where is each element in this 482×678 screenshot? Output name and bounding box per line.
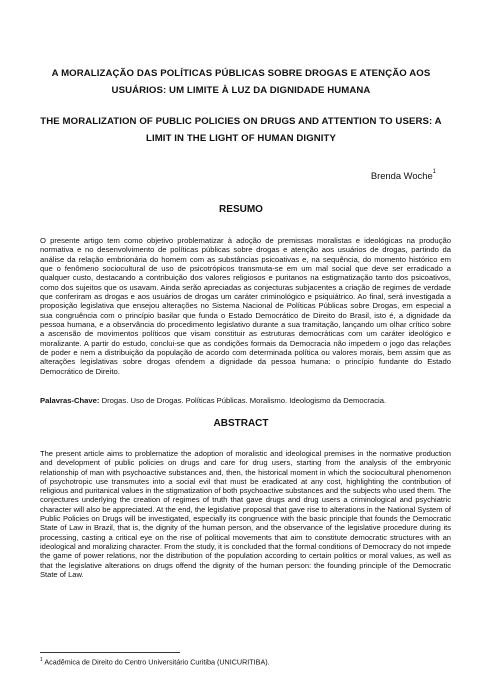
keywords-label: Palavras-Chave: (40, 396, 100, 405)
keywords-text: Drogas. Uso de Drogas. Políticas Públicas. Moralismo. Ideologismo da Democracia. (99, 396, 387, 405)
title-english: THE MORALIZATION OF PUBLIC POLICIES ON DRUGS AND ATTENTION TO USERS: A LIMIT IN THE LIGHT OF HUMAN DIGNITY (40, 116, 442, 144)
footnote-text: Acadêmica de Direito do Centro Universitário Curitiba (UNICURITIBA). (42, 657, 270, 667)
resumo-heading: RESUMO (219, 204, 263, 215)
footnote-separator (40, 652, 180, 653)
abstract-paragraph: The present article aims to problematize the adoption of moralistic and ideological premises in the normative production and development of public policies on drugs and care for drug users, starting from the analysis of the embryonic relationship of man with psychoactive substances and, then, the historical moment in which the sociocultural phenomenon of psychotropic use transmutes into a social evil that must be eradicated at any cost, highlighting the contribution of religious and puritanical values in the stigmatization of both psychoactive substances and the subjects who used them. The conjectures underlying the creation of regimes of truth that gave drugs and drug users a criminological and psychiatric character will also be appreciated. At the end, the legislative proposal that gave rise to alterations in the National System of Public Policies on Drugs will be investigated, especially its congruence with the basic principle that founds the Democratic State of Law in Brazil, that is, the dignity of the human person, and the observance of the legislative procedure during its processing, casting a critical eye on the rise of political movements that aim to constitute democratic structures with an ideological and moralizing character. From the study, it is concluded that the formal conditions of Democracy do not impede the game of power relations, nor the distribution of the population according to certain politics or moral values, as well as that the legislative alterations on drugs offend the dignity of the human person: the founding principle of the Democratic State of Law. (40, 449, 451, 579)
abstract-heading: ABSTRACT (213, 418, 269, 429)
footnote-mark: 1 (40, 657, 43, 663)
author-line (371, 170, 436, 181)
author-name: Brenda Woche (370, 170, 433, 181)
resumo-paragraph: O presente artigo tem como objetivo problematizar à adoção de premissas moralistas e ideológicas na produção normativa e no desenvolvimento de políticas públicas sobre drogas e atenção aos usuários de drogas, partindo da análise da relação embrionária do homem com as substâncias psicoativas e, na sequência, do momento histórico em que o fenômeno sociocultural de uso de psicotrópicos transmuta-se em um mal social que deve ser erradicado a qualquer custo, destacando a contribuição dos valores religiosos e puritanos na estigmatização tanto dos psicoativos, como dos sujeitos que os usavam. Ainda serão apreciadas as conjecturas subjacentes a criação de regimes de verdade que conferiram as drogas e aos usuários de drogas um caráter criminológico e psiquiátrico. Ao final, será investigada a proposição legislativa que ensejou alterações no Sistema Nacional de Políticas Públicas sobre Drogas, em especial a sua congruência com o princípio basilar que funda o Estado Democrático de Direito do Brasil, isto é, a dignidade da pessoa humana, e a observância do procedimento legislativo durante a sua tramitação, lançando um olhar crítico sobre a ascensão de movimentos políticos que visam constituir as estruturas democráticas com um caráter ideológico e moralizante. A partir do estudo, conclui-se que as condições formais da Democracia não impedem o jogo das relações de poder e nem a distribuição da população de acordo com determinada política ou valores morais, bem assim que as alterações legislativas sobre drogas ofendem a dignidade da pessoa humana: o princípio fundante do Estado Democrático de Direito. (40, 236, 451, 376)
keywords-line (40, 396, 451, 405)
footnote (40, 657, 270, 666)
author-footnote-mark: 1 (432, 169, 436, 175)
title-portuguese: A MORALIZAÇÃO DAS POLÍTICAS PÚBLICAS SOBRE DROGAS E ATENÇÃO AOS USUÁRIOS: UM LIMITE À LUZ DA DIGNIDADE HUMANA (51, 68, 431, 96)
